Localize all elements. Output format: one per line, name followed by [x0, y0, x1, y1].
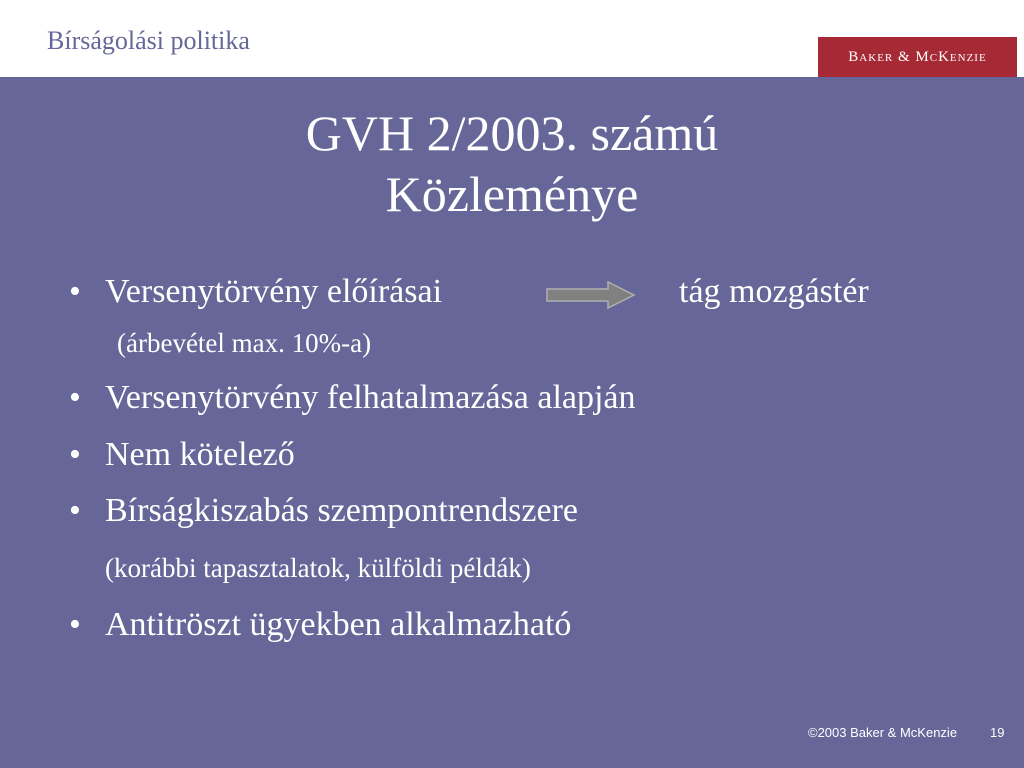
bullet-dot: • — [69, 379, 81, 416]
footer-copyright: ©2003 Baker & McKenzie — [808, 725, 958, 740]
bullet-2-text: Versenytörvény felhatalmazása alapján — [105, 379, 636, 416]
slide-content — [0, 77, 1024, 768]
bullet-dot: • — [69, 436, 81, 473]
bullet-4-text: Bírságkiszabás szempontrendszere — [105, 492, 578, 529]
baker-mckenzie-logo: Baker & McKenzie — [818, 37, 1017, 77]
slide-title-line-1: GVH 2/2003. számú — [305, 105, 719, 161]
bullet-dot: • — [69, 273, 81, 310]
section-title: Bírságolási politika — [47, 26, 250, 55]
bullet-5-text: Antitröszt ügyekben alkalmazható — [105, 606, 572, 643]
bullet-dot: • — [69, 492, 81, 529]
bullet-4-note: (korábbi tapasztalatok, külföldi példák) — [105, 553, 531, 583]
bullet-dot: • — [69, 606, 81, 643]
slide-title-line-2: Közleménye — [385, 166, 639, 222]
slide-header — [0, 0, 1024, 76]
bullet-1-text: Versenytörvény előírásai — [105, 273, 443, 310]
right-arrow-icon — [546, 281, 636, 309]
page-number: 19 — [990, 725, 1005, 740]
bullet-3-text: Nem kötelező — [105, 436, 295, 473]
bullet-1-note: (árbevétel max. 10%-a) — [117, 328, 372, 358]
bullet-list — [0, 77, 1024, 768]
bullet-1-result: tág mozgástér — [679, 273, 869, 310]
